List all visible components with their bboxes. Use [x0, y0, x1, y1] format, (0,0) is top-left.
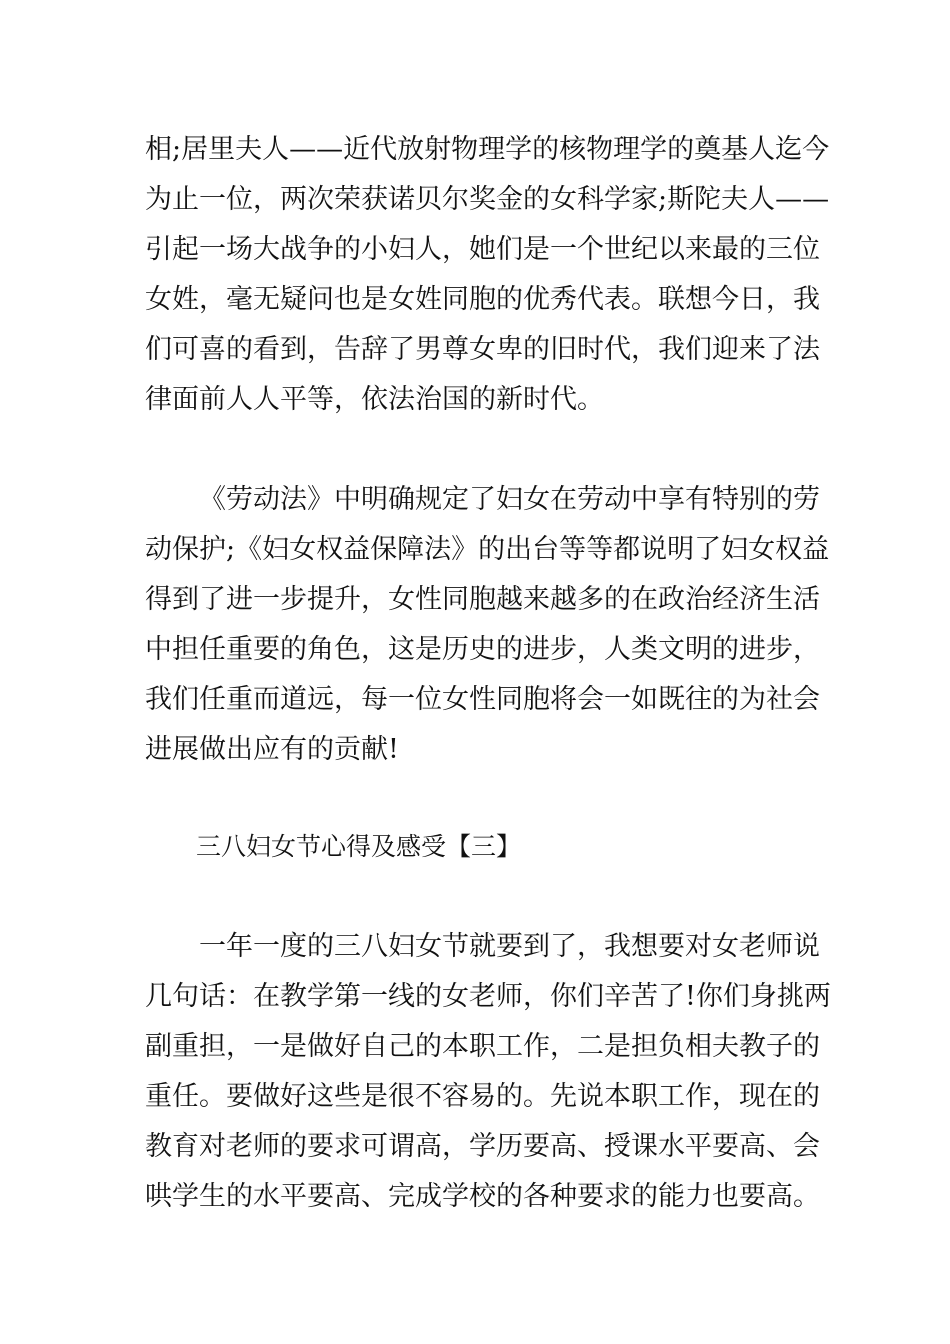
paragraph-line: 为止一位，两次荣获诺贝尔奖金的女科学家;斯陀夫人—— [145, 184, 830, 215]
paragraph-line: 几句话：在教学第一线的女老师，你们辛苦了!你们身挑两 [145, 981, 831, 1012]
paragraph-line: 律面前人人平等，依法治国的新时代。 [145, 384, 604, 415]
paragraph-line: 得到了进一步提升，女性同胞越来越多的在政治经济生活 [145, 584, 820, 615]
paragraph-line: 副重担，一是做好自己的本职工作，二是担负相夫教子的 [145, 1031, 820, 1062]
paragraph-line: 相;居里夫人——近代放射物理学的核物理学的奠基人迄今 [145, 134, 830, 165]
paragraph-line: 女姓，毫无疑问也是女姓同胞的优秀代表。联想今日，我 [145, 284, 820, 315]
paragraph-line: 中担任重要的角色，这是历史的进步，人类文明的进步， [145, 634, 820, 665]
section-heading: 三八妇女节心得及感受【三】 [196, 832, 522, 861]
paragraph-line: 一年一度的三八妇女节就要到了，我想要对女老师说 [199, 931, 820, 962]
paragraph-line: 我们任重而道远，每一位女性同胞将会一如既往的为社会 [145, 684, 820, 715]
paragraph-line: 哄学生的水平要高、完成学校的各种要求的能力也要高。 [145, 1181, 820, 1212]
paragraph-line: 《劳动法》中明确规定了妇女在劳动中享有特别的劳 [199, 484, 820, 515]
paragraph-line: 动保护;《妇女权益保障法》的出台等等都说明了妇女权益 [145, 534, 830, 565]
paragraph-line: 进展做出应有的贡献! [145, 734, 399, 765]
paragraph-line: 们可喜的看到，告辞了男尊女卑的旧时代，我们迎来了法 [145, 334, 820, 365]
paragraph-line: 重任。要做好这些是很不容易的。先说本职工作，现在的 [145, 1081, 820, 1112]
paragraph-line: 引起一场大战争的小妇人，她们是一个世纪以来最的三位 [145, 234, 820, 265]
paragraph-line: 教育对老师的要求可谓高，学历要高、授课水平要高、会 [145, 1131, 820, 1162]
